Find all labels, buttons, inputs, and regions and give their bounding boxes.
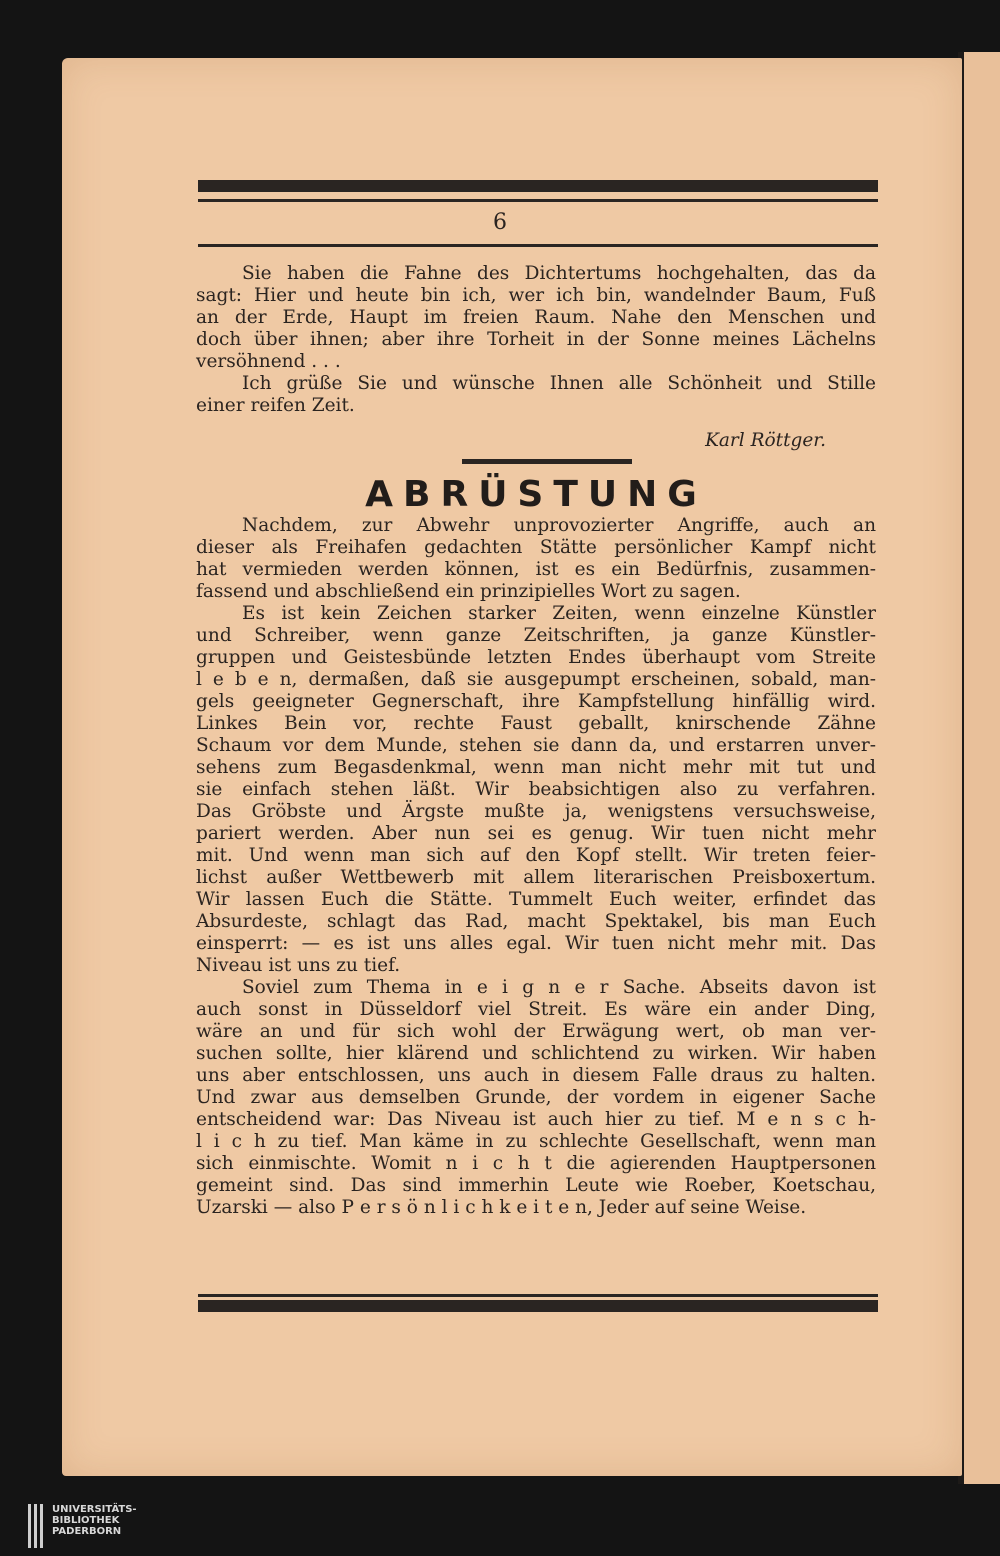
text-line: wäre an und für sich wohl der Erwägung wert, ob man ver- — [196, 1021, 876, 1042]
text-line: dieser als Freihafen gedachten Stätte persönlicher Kampf nicht — [196, 537, 876, 558]
article-title: ABRÜSTUNG — [365, 474, 707, 515]
text-line: Und zwar aus demselben Grunde, der vordem in eigener Sache — [196, 1087, 876, 1108]
signature: Karl Röttger. — [705, 430, 826, 451]
text-line: uns aber entschlossen, uns auch in diesem Falle draus zu halten. — [196, 1065, 876, 1086]
text-line: Sie haben die Fahne des Dichtertums hochgehalten, das da — [242, 263, 876, 284]
intro-text — [196, 263, 876, 417]
text-line: mit. Und wenn man sich auf den Kopf stellt. Wir treten feier- — [196, 845, 876, 866]
text-line: Nachdem, zur Abwehr unprovozierter Angriffe, auch an — [242, 515, 876, 536]
text-line: Ich grüße Sie und wünsche Ihnen alle Schönheit und Stille — [242, 373, 876, 394]
article-text — [196, 515, 876, 1219]
title-rule — [462, 459, 632, 464]
text-line: fassend und abschließend ein prinzipielles Wort zu sagen. — [196, 581, 741, 602]
library-logo — [28, 1504, 188, 1548]
page-number: 6 — [493, 210, 507, 235]
adjacent-page-edge — [964, 52, 1000, 1484]
text-line: suchen sollte, hier klärend und schlichtend zu wirken. Wir haben — [196, 1043, 876, 1064]
text-line: Es ist kein Zeichen starker Zeiten, wenn einzelne Künstler — [242, 603, 876, 624]
text-line: l e b e n, dermaßen, daß sie ausgepumpt erscheinen, sobald, man- — [196, 669, 876, 690]
header-rule-thick — [198, 180, 878, 192]
library-logo-line: UNIVERSITÄTS- — [52, 1504, 137, 1515]
text-line: sich einmischte. Womit n i c h t die agierenden Hauptpersonen — [196, 1153, 876, 1174]
library-logo-text — [52, 1504, 137, 1537]
text-line: gruppen und Geistesbünde letzten Endes überhaupt vom Streite — [196, 647, 876, 668]
text-line: Uzarski — also P e r s ö n l i c h k e i t e n, Jeder auf seine Weise. — [196, 1197, 807, 1218]
library-logo-line: PADERBORN — [52, 1526, 122, 1537]
text-line: entscheidend war: Das Niveau ist auch hier zu tief. M e n s c h- — [196, 1109, 876, 1130]
text-line: hat vermieden werden können, ist es ein Bedürfnis, zusammen- — [196, 559, 876, 580]
text-line: sehens zum Begasdenkmal, wenn man nicht mehr mit tut und — [196, 757, 876, 778]
library-logo-line: BIBLIOTHEK — [52, 1515, 120, 1526]
text-line: pariert werden. Aber nun sei es genug. Wir tuen nicht mehr — [196, 823, 876, 844]
text-line: einer reifen Zeit. — [196, 395, 355, 416]
text-line: lichst außer Wettbewerb mit allem literarischen Preisboxertum. — [196, 867, 876, 888]
text-line: versöhnend . . . — [196, 351, 341, 372]
text-line: Schaum vor dem Munde, stehen sie dann da, und erstarren unver- — [196, 735, 876, 756]
page-number-rule — [198, 244, 878, 247]
text-line: und Schreiber, wenn ganze Zeitschriften, ja ganze Künstler- — [196, 625, 876, 646]
text-line: gemeint sind. Das sind immerhin Leute wie Roeber, Koetschau, — [196, 1175, 876, 1196]
text-line: sie einfach stehen läßt. Wir beabsichtigen also zu verfahren. — [196, 779, 876, 800]
library-logo-icon — [28, 1504, 48, 1548]
text-line: sagt: Hier und heute bin ich, wer ich bin, wandelnder Baum, Fuß — [196, 285, 876, 306]
text-line: Niveau ist uns zu tief. — [196, 955, 401, 976]
text-line: Soviel zum Thema in e i g n e r Sache. Abseits davon ist — [242, 977, 876, 998]
text-line: doch über ihnen; aber ihre Torheit in der Sonne meines Lächelns — [196, 329, 876, 350]
text-line: Das Gröbste und Ärgste mußte ja, wenigstens versuchsweise, — [196, 801, 876, 822]
text-line: Linkes Bein vor, rechte Faust geballt, knirschende Zähne — [196, 713, 876, 734]
text-line: an der Erde, Haupt im freien Raum. Nahe den Menschen und — [196, 307, 876, 328]
text-line: gels geeigneter Gegnerschaft, ihre Kampfstellung hinfällig wird. — [196, 691, 876, 712]
text-line: Absurdeste, schlagt das Rad, macht Spektakel, bis man Euch — [196, 911, 876, 932]
footer-rule-thin — [198, 1294, 878, 1297]
footer-rule-thick — [198, 1300, 878, 1312]
text-line: einsperrt: — es ist uns alles egal. Wir tuen nicht mehr mit. Das — [196, 933, 876, 954]
text-line: l i c h zu tief. Man käme in zu schlechte Gesellschaft, wenn man — [196, 1131, 876, 1152]
text-line: auch sonst in Düsseldorf viel Streit. Es wäre ein ander Ding, — [196, 999, 876, 1020]
text-line: Wir lassen Euch die Stätte. Tummelt Euch weiter, erfindet das — [196, 889, 876, 910]
header-rule-thin — [198, 199, 878, 202]
